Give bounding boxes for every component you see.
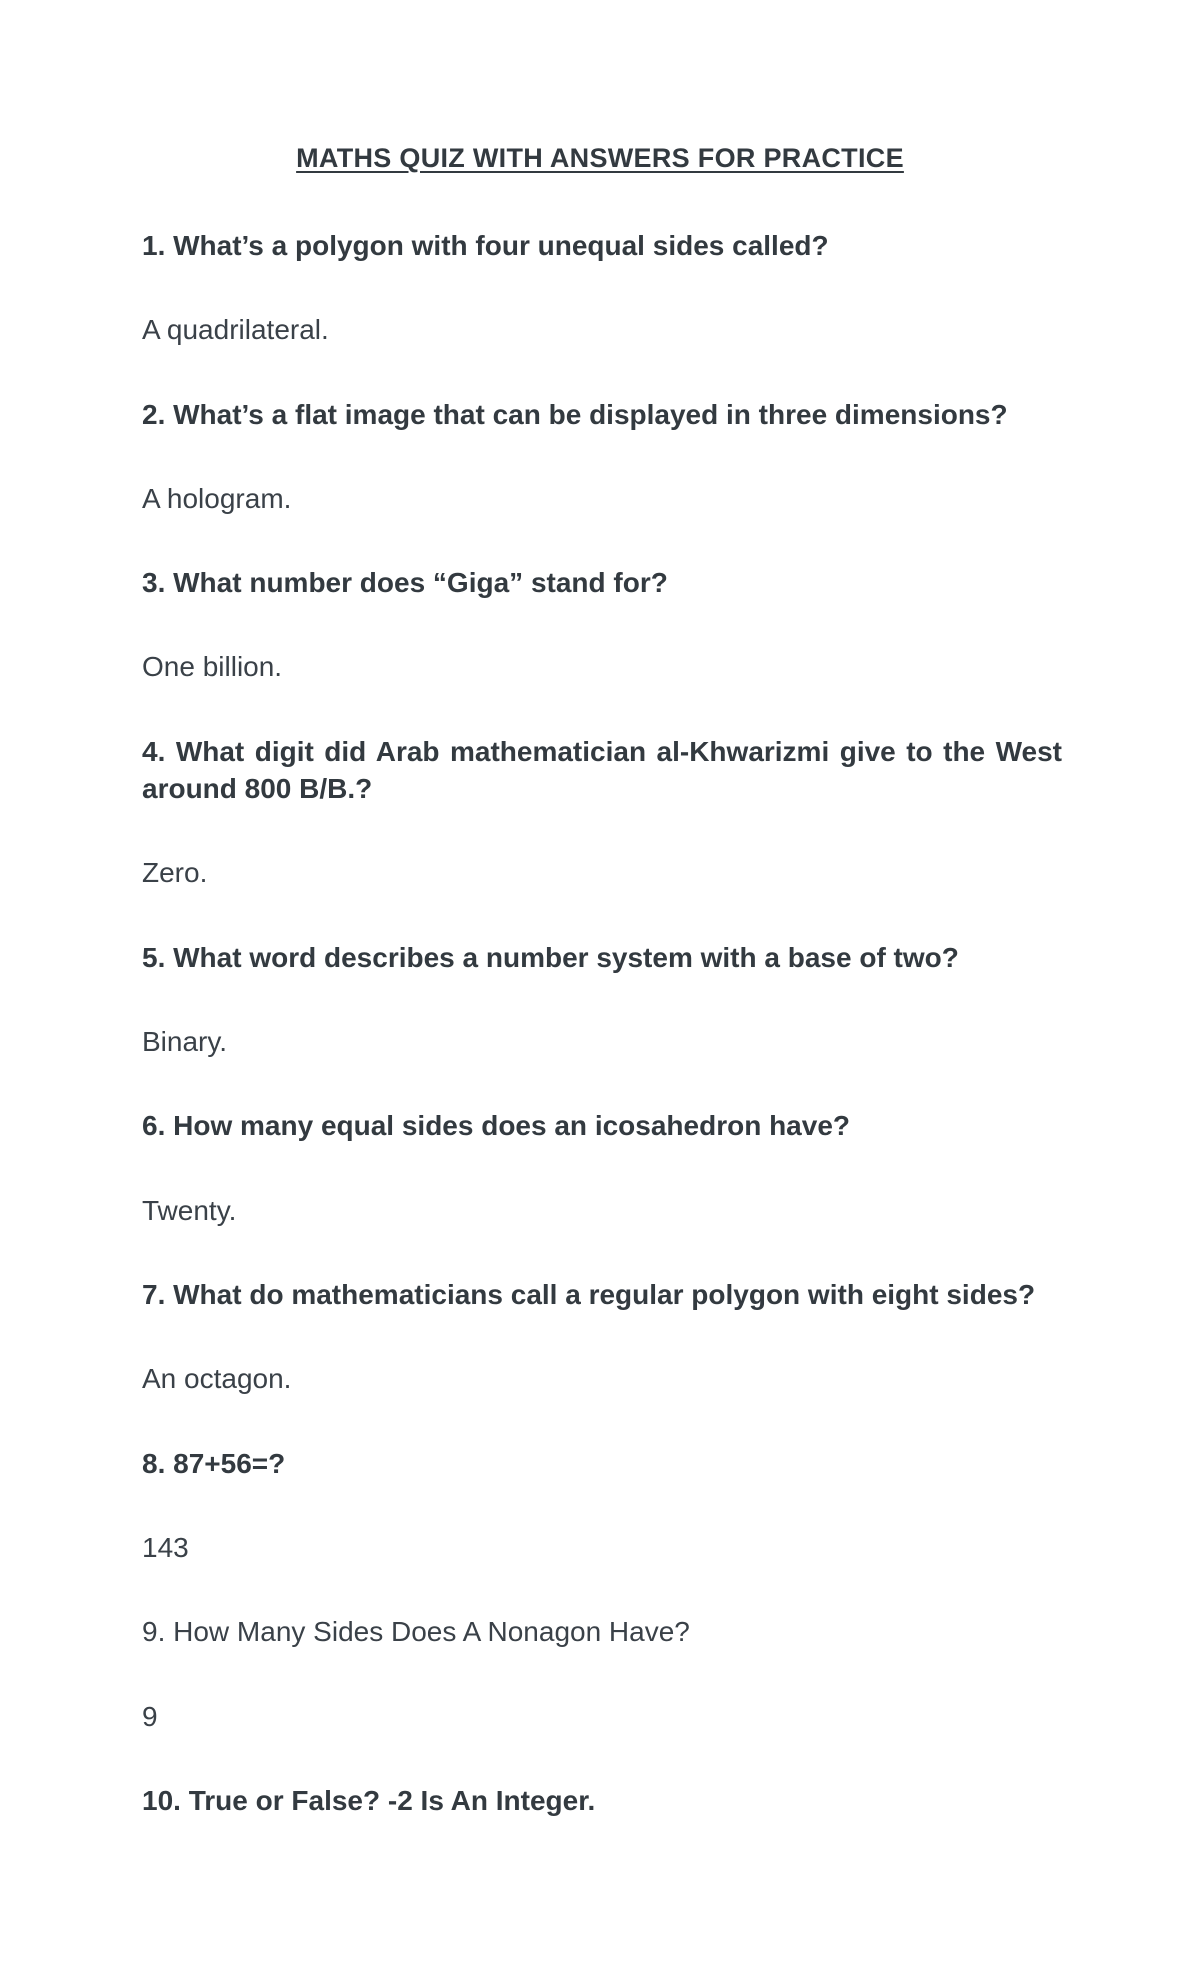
question-7: 7. What do mathematicians call a regular polygon with eight sides? [142,1279,1036,1310]
answer-1: A quadrilateral. [142,314,329,345]
answer-3: One billion. [142,651,283,682]
answer-4: Zero. [142,857,208,888]
answer-8: 143 [142,1532,189,1563]
answer-9: 9 [142,1701,158,1732]
answer-7: An octagon. [142,1363,292,1394]
question-8: 8. 87+56=? [142,1448,286,1479]
answer-2: A hologram. [142,483,292,514]
question-10: 10. True or False? -2 Is An Integer. [142,1785,596,1816]
question-1: 1. What’s a polygon with four unequal sides called? [142,230,829,261]
answer-6: Twenty. [142,1195,237,1226]
question-6: 6. How many equal sides does an icosahedron have? [142,1110,850,1141]
question-9: 9. How Many Sides Does A Nonagon Have? [142,1616,690,1647]
question-3: 3. What number does “Giga” stand for? [142,567,668,598]
question-4: 4. What digit did Arab mathematician al-Khwarizmi give to the West around 800 B/B.? [142,736,1062,804]
answer-5: Binary. [142,1026,228,1057]
question-2: 2. What’s a flat image that can be displayed in three dimensions? [142,399,1008,430]
page-title: MATHS QUIZ WITH ANSWERS FOR PRACTICE [296,143,904,173]
question-5: 5. What word describes a number system with a base of two? [142,942,959,973]
